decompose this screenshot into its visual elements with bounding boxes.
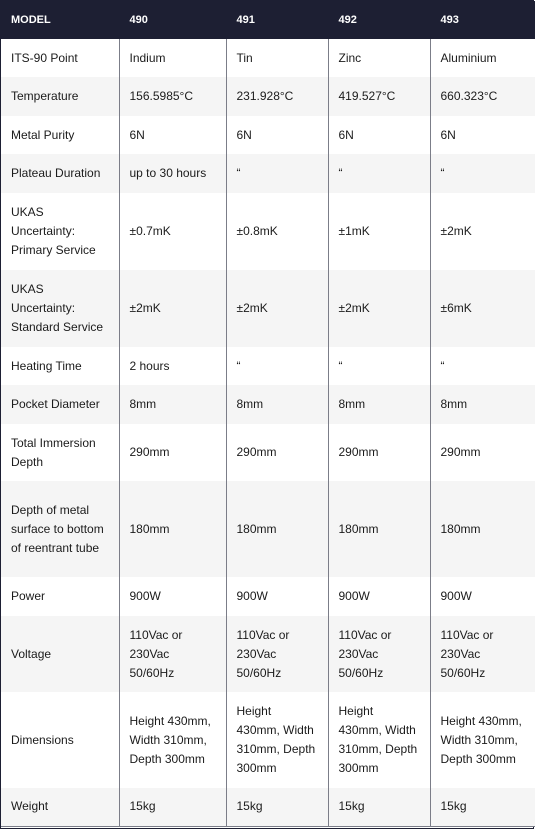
row-label: Voltage <box>1 616 119 692</box>
row-weight <box>1 788 535 826</box>
cell-491: Tin <box>226 39 328 77</box>
row-label: Temperature <box>1 77 119 116</box>
row-label: UKAS Uncertainty: Standard Service <box>1 270 119 347</box>
cell-493: 180mm <box>430 481 535 577</box>
row-pocket-diameter <box>1 385 535 424</box>
row-its90-point <box>1 39 535 77</box>
cell-492: 180mm <box>328 481 430 577</box>
cell-493: 900W <box>430 577 535 616</box>
row-label: Dimensions <box>1 692 119 788</box>
cell-491: ±2mK <box>226 270 328 347</box>
row-temperature <box>1 77 535 116</box>
cell-492: Height 430mm, Width 310mm, Depth 300mm <box>328 692 430 788</box>
row-total-immersion-depth <box>1 424 535 481</box>
cell-490: ±0.7mK <box>119 193 226 270</box>
spec-table <box>1 1 535 827</box>
cell-491: 900W <box>226 577 328 616</box>
cell-490: 180mm <box>119 481 226 577</box>
cell-491: 110Vac or 230Vac 50/60Hz <box>226 616 328 692</box>
cell-493: 660.323°C <box>430 77 535 116</box>
cell-492: 15kg <box>328 788 430 826</box>
cell-493: ±6mK <box>430 270 535 347</box>
cell-490: 2 hours <box>119 347 226 385</box>
cell-493: Aluminium <box>430 39 535 77</box>
cell-493: “ <box>430 154 535 193</box>
header-490: 490 <box>119 1 226 39</box>
row-label: Weight <box>1 788 119 826</box>
header-492: 492 <box>328 1 430 39</box>
cell-492: Zinc <box>328 39 430 77</box>
cell-492: ±2mK <box>328 270 430 347</box>
header-493: 493 <box>430 1 535 39</box>
cell-493: 6N <box>430 116 535 154</box>
cell-492: “ <box>328 154 430 193</box>
row-label: Metal Purity <box>1 116 119 154</box>
cell-491: 6N <box>226 116 328 154</box>
cell-490: 156.5985°C <box>119 77 226 116</box>
cell-491: 231.928°C <box>226 77 328 116</box>
row-plateau-duration <box>1 154 535 193</box>
cell-493: 15kg <box>430 788 535 826</box>
cell-491: 8mm <box>226 385 328 424</box>
cell-490: 8mm <box>119 385 226 424</box>
row-ukas-standard <box>1 270 535 347</box>
cell-490: 900W <box>119 577 226 616</box>
header-model: MODEL <box>1 1 119 39</box>
cell-491: “ <box>226 347 328 385</box>
row-label: Depth of metal surface to bottom of reentrant tube <box>1 481 119 577</box>
cell-491: ±0.8mK <box>226 193 328 270</box>
cell-492: 419.527°C <box>328 77 430 116</box>
row-label: Power <box>1 577 119 616</box>
row-label: ITS-90 Point <box>1 39 119 77</box>
cell-492: 110Vac or 230Vac 50/60Hz <box>328 616 430 692</box>
cell-492: “ <box>328 347 430 385</box>
row-depth-metal-surface <box>1 481 535 577</box>
row-label: Pocket Diameter <box>1 385 119 424</box>
cell-492: 900W <box>328 577 430 616</box>
row-label: Heating Time <box>1 347 119 385</box>
cell-491: 290mm <box>226 424 328 481</box>
row-dimensions <box>1 692 535 788</box>
cell-491: “ <box>226 154 328 193</box>
row-label: Total Immersion Depth <box>1 424 119 481</box>
row-label: Plateau Duration <box>1 154 119 193</box>
cell-492: ±1mK <box>328 193 430 270</box>
cell-493: 290mm <box>430 424 535 481</box>
cell-491: Height 430mm, Width 310mm, Depth 300mm <box>226 692 328 788</box>
cell-492: 290mm <box>328 424 430 481</box>
cell-493: “ <box>430 347 535 385</box>
row-metal-purity <box>1 116 535 154</box>
cell-491: 180mm <box>226 481 328 577</box>
cell-492: 6N <box>328 116 430 154</box>
cell-493: ±2mK <box>430 193 535 270</box>
cell-490: Height 430mm, Width 310mm, Depth 300mm <box>119 692 226 788</box>
cell-490: 110Vac or 230Vac 50/60Hz <box>119 616 226 692</box>
cell-493: Height 430mm, Width 310mm, Depth 300mm <box>430 692 535 788</box>
cell-490: 15kg <box>119 788 226 826</box>
row-voltage <box>1 616 535 692</box>
cell-491: 15kg <box>226 788 328 826</box>
cell-490: 290mm <box>119 424 226 481</box>
row-ukas-primary <box>1 193 535 270</box>
row-label: UKAS Uncertainty: Primary Service <box>1 193 119 270</box>
cell-492: 8mm <box>328 385 430 424</box>
cell-490: ±2mK <box>119 270 226 347</box>
cell-490: Indium <box>119 39 226 77</box>
cell-493: 110Vac or 230Vac 50/60Hz <box>430 616 535 692</box>
row-power <box>1 577 535 616</box>
header-491: 491 <box>226 1 328 39</box>
header-row <box>1 1 535 39</box>
cell-490: 6N <box>119 116 226 154</box>
row-heating-time <box>1 347 535 385</box>
cell-490: up to 30 hours <box>119 154 226 193</box>
cell-493: 8mm <box>430 385 535 424</box>
